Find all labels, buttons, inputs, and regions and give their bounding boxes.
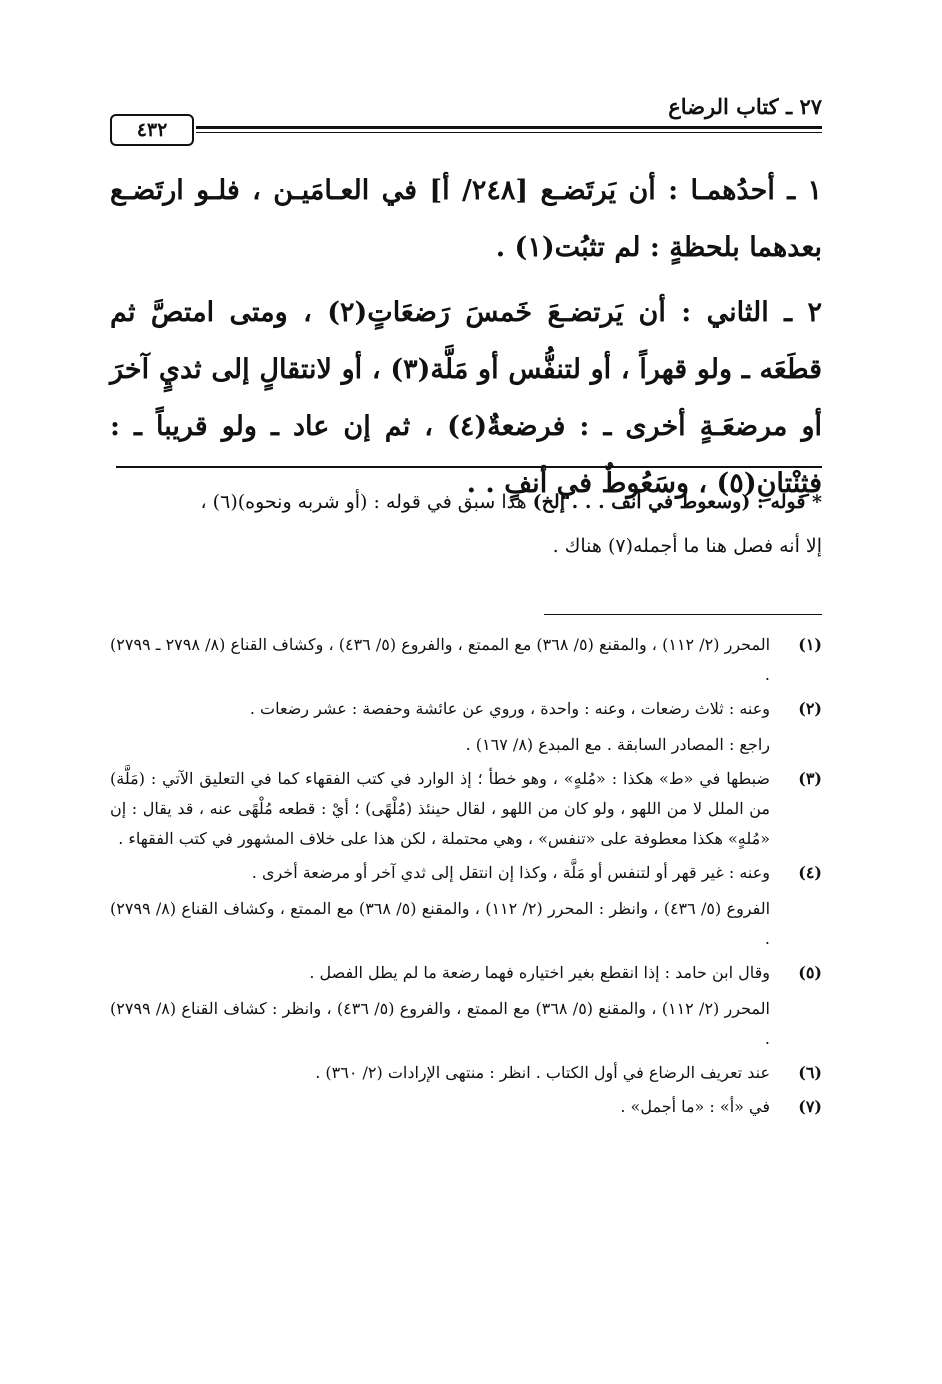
footnote-text: المحرر (٢/ ١١٢) ، والمقنع (٥/ ٣٦٨) مع الممتع ، والفروع (٥/ ٤٣٦) ، وانظر : كشاف القناع (٨/ ٢٧٩٩) .: [110, 999, 770, 1048]
footnote-number: (٥): [798, 963, 822, 982]
footnote-5: [110, 958, 822, 1054]
footnote-text: الفروع (٥/ ٤٣٦) ، وانظر : المحرر (٢/ ١١٢) ، والمقنع (٥/ ٣٦٨) مع الممتع ، وكشاف القناع (٨/ ٢٧٩٩) .: [110, 899, 771, 948]
footnote-number: (٣): [798, 769, 822, 788]
footnote-number: (٤): [798, 863, 822, 882]
footnote-6: [110, 1058, 822, 1088]
main-paragraph-2: ٢ ـ الثاني : أن يَرتضـعَ خَمسَ رَضعَاتٍ(٢) ، ومتى امتصَّ ثم قطَعَه ـ ولو قهراً ، أو لتنفُّس أو مَلَّة(٣) ، أو لانتقالٍ إلى ثديٍ آخرَ أو مرضعَـةٍ أخرى ـ : فرضعةٌ(٤) ، ثم إن عاد ـ ولو قريباً ـ : فثِنْتانِ(٥) ، وسَعُوطٌ في أنفٍ . .: [110, 297, 822, 499]
footnote-7: [110, 1092, 822, 1122]
footnote-number: (٧): [798, 1097, 822, 1116]
footnote-text: المحرر (٢/ ١١٢) ، والمقنع (٥/ ٣٦٨) مع الممتع ، والفروع (٥/ ٤٣٦) ، وكشاف القناع (٨/ ٢٧٩٨ ـ ٢٧٩٩) .: [110, 635, 771, 684]
commentary-block: [110, 480, 822, 568]
header-rule: [196, 126, 822, 133]
commentary-line-1: [110, 480, 822, 524]
commentary-lead: * قوله : (وسعوط في أنف . . . إلخ): [532, 491, 822, 513]
footnote-4: [110, 858, 822, 954]
footnote-2: [110, 694, 822, 760]
footnote-text: في «أ» : «ما أجمل» .: [620, 1097, 770, 1116]
main-divider: [116, 466, 822, 468]
footnote-text: راجع : المصادر السابقة . مع المبدع (٨/ ١٦٧) .: [465, 735, 770, 754]
footnote-number: (٢): [798, 699, 822, 718]
footnote-3: [110, 764, 822, 854]
footnote-divider: [544, 614, 822, 615]
main-paragraph-1: ١ ـ أحدُهمـا : أن يَرتَضـع [٢٤٨/ أ] في العـامَيـن ، فلـو ارتَضـع بعدهما بلحظةٍ : لم تثبُت(١) .: [110, 175, 822, 263]
commentary-text-1: هذا سبق في قوله : (أو شربه ونحوه)(٦) ،: [200, 491, 533, 513]
footnote-1: [110, 630, 822, 690]
main-text: [110, 162, 822, 512]
footnote-number: (١): [798, 635, 822, 654]
footnote-text: عند تعريف الرضاع في أول الكتاب . انظر : منتهى الإرادات (٢/ ٣٦٠) .: [315, 1063, 770, 1082]
page-number: ٤٣٢: [110, 114, 194, 146]
chapter-title: ٢٧ ـ كتاب الرضاع: [668, 94, 822, 119]
footnote-number: (٦): [798, 1063, 822, 1082]
page-header: [110, 92, 822, 144]
footnote-text: وعنه : غير قهر أو لتنفس أو مَلَّة ، وكذا إن انتقل إلى ثدي آخر أو مرضعة أخرى .: [251, 863, 770, 882]
footnote-text: ضبطها في «ط» هكذا : «مُلهٍ» ، وهو خطأ ؛ إذ الوارد في كتب الفقهاء كما في التعليق الآتي : (مَلَّة) من الملل لا من اللهو ، ولو كان من اللهو ، لقال حينئذ (مُلْهًى) ؛ أيْ : قطعه مُلْهًى عنه ، قد يقال : إن «مُلهٍ» هكذا معطوفة على «تنفس» ، وهي محتملة ، لكن هذا على خلاف المشهور في كتب الفقهاء .: [110, 769, 770, 848]
footnote-text: وقال ابن حامد : إذا انقطع بغير اختياره فهما رضعة ما لم يطل الفصل .: [309, 963, 770, 982]
footnote-text: وعنه : ثلاث رضعات ، وعنه : واحدة ، وروي عن عائشة وحفصة : عشر رضعات .: [249, 699, 770, 718]
footnotes: [110, 630, 822, 1126]
commentary-line-2: إلا أنه فصل هنا ما أجمله(٧) هناك .: [552, 535, 822, 557]
